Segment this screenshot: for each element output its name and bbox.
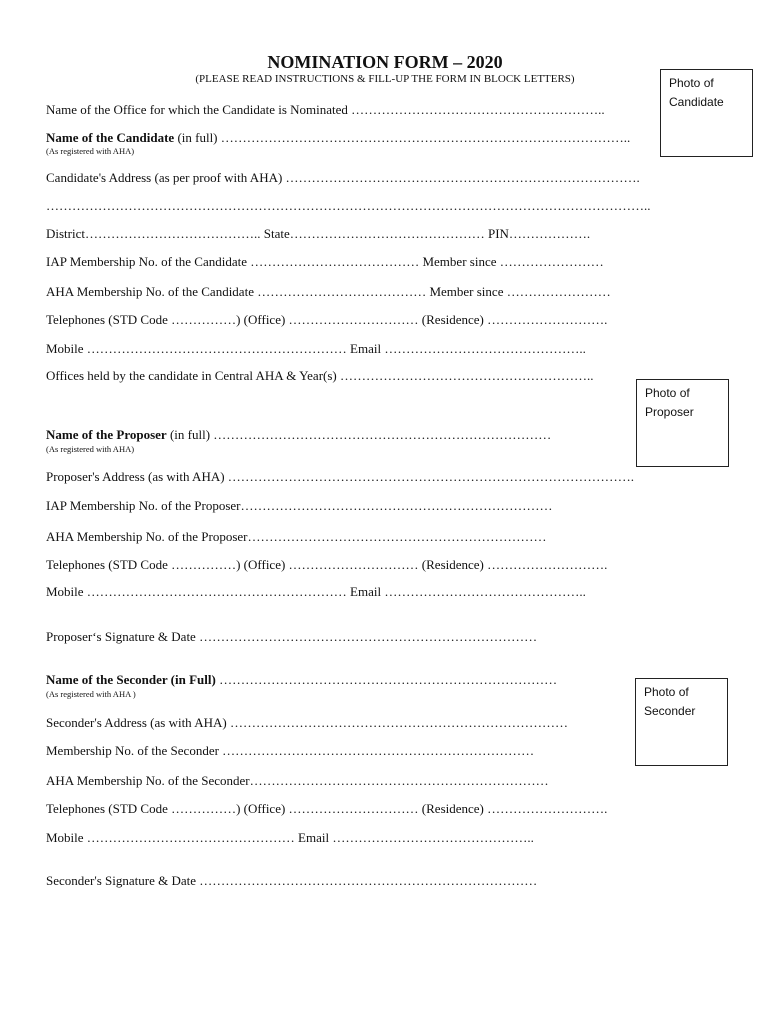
registered-note: (As registered with AHA ) — [46, 689, 136, 699]
photo-label: Candidate — [669, 95, 724, 109]
candidate-telephones-field[interactable]: Telephones (STD Code ……………) (Office) ………………………… (Residence) ………………………. — [46, 312, 608, 327]
seconder-address-field[interactable]: Seconder's Address (as with AHA) …………………………………………………………………… — [46, 715, 568, 730]
proposer-address-field[interactable]: Proposer's Address (as with AHA) …………………………………………………………………………………. — [46, 469, 635, 484]
registered-note: (As registered with AHA) — [46, 444, 135, 454]
candidate-photo-box[interactable] — [660, 69, 753, 157]
photo-label: Proposer — [645, 405, 694, 419]
form-instructions: (PLEASE READ INSTRUCTIONS & FILL-UP THE FORM IN BLOCK LETTERS) — [195, 73, 575, 85]
registered-note: (As registered with AHA) — [46, 146, 135, 156]
seconder-membership-field[interactable]: Membership No. of the Seconder ……………………………………………………………… — [46, 743, 535, 758]
photo-label: Photo of — [644, 685, 689, 699]
district-state-pin-field[interactable]: District………………………………….. State……………………………………… PIN………………. — [46, 226, 591, 241]
proposer-name-line: (in full) …………………………………………………………………… — [166, 427, 552, 442]
seconder-name-label: Name of the Seconder (in Full) — [46, 672, 216, 687]
proposer-signature-field[interactable]: Proposer‘s Signature & Date …………………………………………………………………… — [46, 629, 538, 644]
photo-label: Photo of — [669, 76, 714, 90]
proposer-iap-field[interactable]: IAP Membership No. of the Proposer……………………………………………………………… — [46, 498, 553, 513]
candidate-mobile-email-field[interactable]: Mobile …………………………………………………… Email ……………………………………….. — [46, 341, 586, 356]
proposer-name-field[interactable] — [46, 427, 551, 442]
candidate-offices-field[interactable]: Offices held by the candidate in Central AHA & Year(s) ………………………………………………….. — [46, 368, 594, 383]
seconder-signature-field[interactable]: Seconder's Signature & Date …………………………………………………………………… — [46, 873, 538, 888]
seconder-photo-box[interactable] — [635, 678, 728, 766]
candidate-name-field[interactable] — [46, 130, 630, 145]
proposer-photo-box[interactable] — [636, 379, 729, 467]
candidate-iap-field[interactable]: IAP Membership No. of the Candidate ………………………………… Member since …………………… — [46, 254, 604, 269]
candidate-name-label: Name of the Candidate — [46, 130, 175, 145]
proposer-aha-field[interactable]: AHA Membership No. of the Proposer…………………………………………………………… — [46, 529, 547, 544]
seconder-telephones-field[interactable]: Telephones (STD Code ……………) (Office) ………………………… (Residence) ………………………. — [46, 801, 608, 816]
proposer-name-label: Name of the Proposer — [46, 427, 167, 442]
office-nominated-field[interactable]: Name of the Office for which the Candidate is Nominated ………………………………………………….. — [46, 102, 605, 117]
candidate-name-line: (in full) ………………………………………………………………………………….. — [174, 130, 631, 145]
candidate-address-field[interactable]: Candidate's Address (as per proof with AHA) ………………………………………………………………………. — [46, 170, 640, 185]
seconder-aha-field[interactable]: AHA Membership No. of the Seconder…………………………………………………………… — [46, 773, 549, 788]
seconder-name-field[interactable] — [46, 672, 557, 687]
seconder-mobile-email-field[interactable]: Mobile ………………………………………… Email ……………………………………….. — [46, 830, 534, 845]
form-title: NOMINATION FORM – 2020 — [267, 52, 503, 72]
seconder-name-line: …………………………………………………………………… — [215, 672, 558, 687]
photo-label: Photo of — [645, 386, 690, 400]
candidate-aha-field[interactable]: AHA Membership No. of the Candidate ………………………………… Member since …………………… — [46, 284, 611, 299]
proposer-mobile-email-field[interactable]: Mobile …………………………………………………… Email ……………………………………….. — [46, 584, 586, 599]
candidate-address-cont-field[interactable]: ………………………………………………………………………………………………………………………….. — [46, 198, 651, 213]
proposer-telephones-field[interactable]: Telephones (STD Code ……………) (Office) ………………………… (Residence) ………………………. — [46, 557, 608, 572]
photo-label: Seconder — [644, 704, 696, 718]
